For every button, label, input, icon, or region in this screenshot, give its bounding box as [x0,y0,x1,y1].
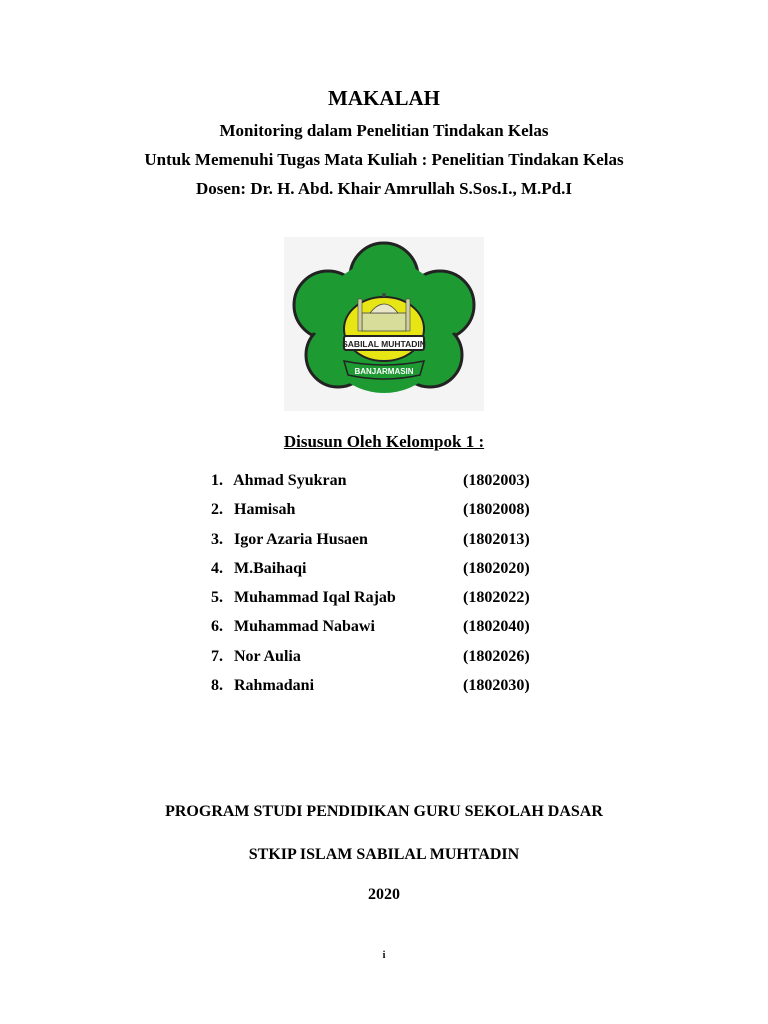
logo-banner-text: SABILAL MUHTADIN [342,339,426,349]
member-nim: (1802030) [463,677,530,695]
document-year: 2020 [368,886,400,903]
member-number: 1. [211,472,223,489]
member-row [211,531,571,560]
group-heading: Disusun Oleh Kelompok 1 : [283,432,485,451]
member-number: 3. [211,530,223,548]
member-row [211,589,571,618]
member-nim: (1802008) [463,501,530,519]
member-number: 4. [211,559,223,577]
member-name: Nor Aulia [234,647,301,665]
member-number: 5. [211,589,223,607]
member-name: Hamisah [234,501,296,519]
logo-city-text: BANJARMASIN [354,367,414,376]
member-number: 8. [211,677,223,695]
member-name: Rahmadani [234,677,315,695]
member-number: 2. [211,501,223,519]
member-nim: (1802026) [463,647,530,665]
member-row [211,648,571,677]
member-row [211,677,571,706]
member-nim: (1802003) [463,472,530,489]
document-title: MAKALAH [328,86,440,110]
member-name: Muhammad Nabawi [234,618,375,636]
member-nim: (1802040) [463,618,530,636]
member-name: Ahmad Syukran [233,472,347,489]
campus-logo [284,229,537,411]
lecturer-line: Dosen: Dr. H. Abd. Khair Amrullah S.Sos.I., M.Pd.I [196,179,572,198]
document-purpose: Untuk Memenuhi Tugas Mata Kuliah : Penelitian Tindakan Kelas [144,150,624,169]
page-number: i [382,950,386,961]
campus-logo-emblem [284,229,537,411]
member-nim: (1802022) [463,589,530,607]
member-row [211,618,571,647]
member-row [211,472,571,501]
member-name: M.Baihaqi [234,559,307,577]
document-subtitle: Monitoring dalam Penelitian Tindakan Kelas [219,121,549,140]
member-list [211,472,571,706]
member-nim: (1802020) [463,559,530,577]
member-nim: (1802013) [463,530,530,548]
logo-ring-text: SEKOLAH TINGGI KEGURUAN DAN ILMU PENDIDIKAN ISLAM [284,229,537,239]
study-program: PROGRAM STUDI PENDIDIKAN GURU SEKOLAH DASAR [165,803,603,820]
member-row [211,560,571,589]
member-name: Igor Azaria Husaen [234,530,368,548]
member-number: 6. [211,618,223,636]
member-row [211,501,571,530]
member-number: 7. [211,647,223,665]
institution-name: STKIP ISLAM SABILAL MUHTADIN [248,846,520,863]
member-name: Muhammad Iqal Rajab [234,589,396,607]
